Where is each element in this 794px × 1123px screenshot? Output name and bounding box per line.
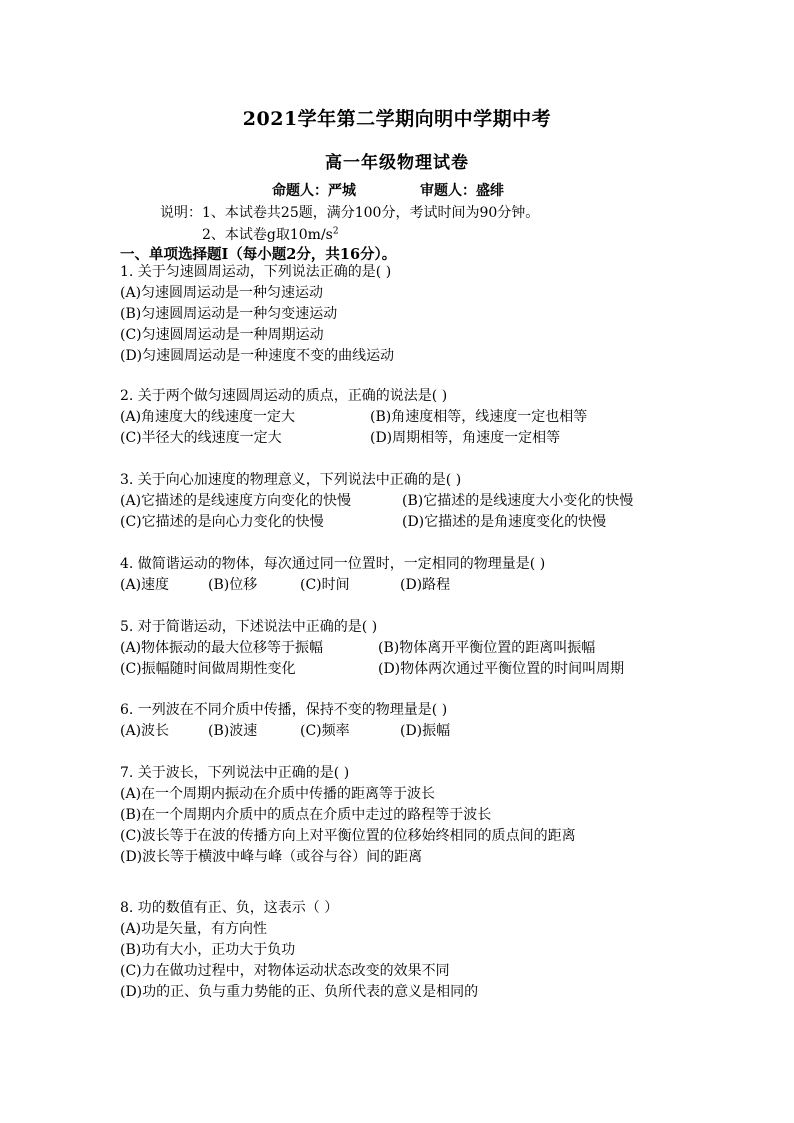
option-b: (B)位移: [208, 577, 258, 593]
question-stem: 3. 关于向心加速度的物理意义，下列说法中正确的是( ): [120, 472, 462, 488]
option-b: (B)匀速圆周运动是一种匀变速运动: [120, 306, 338, 322]
instructions-line-1: 说明：1、本试卷共25题，满分100分，考试时间为90分钟。: [160, 205, 540, 221]
question-2: [120, 386, 760, 449]
option-c: (C)力在做功过程中，对物体运动状态改变的效果不同: [120, 963, 450, 979]
question-stem: 5. 对于简谐运动，下述说法中正确的是( ): [120, 619, 378, 635]
option-d: (D)波长等于横波中峰与峰（或谷与谷）间的距离: [120, 849, 423, 865]
option-a: (A)角速度大的线速度一定大: [120, 409, 296, 425]
option-a: (A)波长: [120, 723, 170, 739]
question-3: [120, 470, 760, 533]
option-c: (C)振幅随时间做周期性变化: [120, 661, 296, 677]
reviewer: 审题人：盛绯: [420, 183, 504, 199]
exam-subtitle: 高一年级物理试卷: [325, 153, 469, 173]
instructions-line-2-text: 2、本试卷g取10m/s: [202, 227, 333, 243]
option-b: (B)物体离开平衡位置的距离叫振幅: [378, 640, 596, 656]
option-b: (B)功有大小，正功大于负功: [120, 942, 296, 958]
question-8: [120, 898, 760, 1003]
question-stem: 2. 关于两个做匀速圆周运动的质点，正确的说法是( ): [120, 388, 448, 404]
question-5: [120, 617, 760, 680]
option-c: (C)匀速圆周运动是一种周期运动: [120, 327, 324, 343]
question-stem: 8. 功的数值有正、负，这表示（ ）: [120, 900, 339, 916]
option-d: (D)物体两次通过平衡位置的时间叫周期: [378, 661, 625, 677]
question-1: [120, 262, 760, 367]
option-a: (A)匀速圆周运动是一种匀速运动: [120, 285, 324, 301]
question-stem: 6. 一列波在不同介质中传播，保持不变的物理量是( ): [120, 702, 448, 718]
option-d: (D)它描述的是角速度变化的快慢: [402, 514, 607, 530]
option-c: (C)频率: [300, 723, 350, 739]
option-d: (D)周期相等，角速度一定相等: [370, 430, 561, 446]
option-d: (D)匀速圆周运动是一种速度不变的曲线运动: [120, 348, 395, 364]
option-a: (A)功是矢量，有方向性: [120, 921, 268, 937]
option-b: (B)波速: [208, 723, 258, 739]
question-7: [120, 763, 760, 868]
exam-title: 2021学年第二学期向明中学期中考: [242, 108, 552, 130]
option-d: (D)振幅: [400, 723, 451, 739]
question-4: [120, 554, 760, 596]
instructions-line-2: [202, 224, 339, 244]
section-heading: 一、单项选择题Ⅰ（每小题2分，共16分）。: [120, 246, 397, 263]
authors-line: [272, 180, 504, 200]
option-a: (A)物体振动的最大位移等于振幅: [120, 640, 324, 656]
option-b: (B)角速度相等，线速度一定也相等: [370, 409, 588, 425]
question-stem: 4. 做简谐运动的物体，每次通过同一位置时，一定相同的物理量是( ): [120, 556, 546, 572]
question-stem: 1. 关于匀速圆周运动，下列说法正确的是( ): [120, 264, 392, 280]
question-stem: 7. 关于波长，下列说法中正确的是( ): [120, 765, 350, 781]
option-d: (D)功的正、负与重力势能的正、负所代表的意义是相同的: [120, 984, 479, 1000]
option-c: (C)半径大的线速度一定大: [120, 430, 282, 446]
option-b: (B)它描述的是线速度大小变化的快慢: [402, 493, 634, 509]
option-c: (C)它描述的是向心力变化的快慢: [120, 514, 324, 530]
author: 命题人：严城: [272, 183, 356, 199]
option-d: (D)路程: [400, 577, 451, 593]
option-b: (B)在一个周期内介质中的质点在介质中走过的路程等于波长: [120, 807, 492, 823]
option-a: (A)速度: [120, 577, 170, 593]
exponent: 2: [332, 226, 339, 237]
option-a: (A)它描述的是线速度方向变化的快慢: [120, 493, 352, 509]
option-a: (A)在一个周期内振动在介质中传播的距离等于波长: [120, 786, 436, 802]
option-c: (C)波长等于在波的传播方向上对平衡位置的位移始终相同的质点间的距离: [120, 828, 576, 844]
question-6: [120, 700, 760, 742]
option-c: (C)时间: [300, 577, 350, 593]
